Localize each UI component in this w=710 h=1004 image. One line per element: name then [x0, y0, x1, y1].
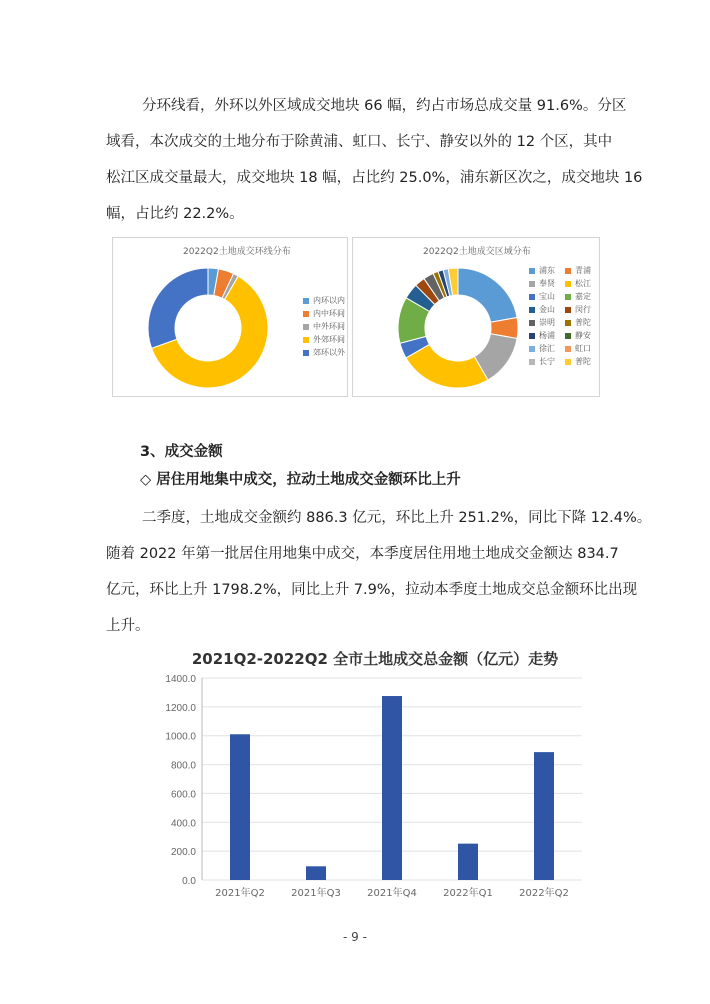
paragraph-line: 分环线看，外环以外区域成交地块 66 幅，约占市场总成交量 91.6%。分区	[142, 98, 627, 114]
legend-item	[565, 277, 599, 290]
bar-2022年Q1	[458, 844, 478, 880]
paragraph-line: 域看，本次成交的土地分布于除黄浦、虹口、长宁、静安以外的 12 个区，其中	[106, 134, 613, 150]
legend-swatch	[303, 311, 309, 317]
legend-label: 普陀	[575, 357, 591, 366]
legend-item	[529, 303, 563, 316]
legend-label: 松江	[575, 279, 591, 288]
legend-item	[529, 316, 563, 329]
legend-swatch	[303, 337, 309, 343]
legend-item	[565, 303, 599, 316]
legend-label: 闵行	[575, 305, 591, 314]
y-tick-label: 1400.0	[165, 674, 196, 685]
legend-swatch	[529, 346, 535, 352]
bar-2022年Q2	[534, 752, 554, 880]
section-subheading: ◇ 居住用地集中成交，拉动土地成交金额环比上升	[140, 472, 461, 488]
legend-label: 长宁	[539, 357, 555, 366]
legend-label: 崇明	[539, 318, 555, 327]
legend-item	[303, 320, 345, 333]
paragraph-line: 二季度，土地成交金额约 886.3 亿元，环比上升 251.2%，同比下降 12.4%。	[142, 510, 652, 526]
legend-item	[529, 355, 563, 368]
legend-item	[529, 329, 563, 342]
paragraph-line: 幅，占比约 22.2%。	[106, 206, 244, 222]
bar-2021年Q4	[382, 696, 402, 880]
paragraph-ring-district	[106, 88, 643, 232]
legend-swatch	[303, 298, 309, 304]
x-tick-label: 2022年Q1	[443, 888, 493, 899]
x-tick-label: 2022年Q2	[519, 888, 569, 899]
legend-item	[529, 264, 563, 277]
legend-label: 内环以内	[313, 296, 345, 305]
x-tick-label: 2021年Q4	[367, 888, 417, 899]
legend-item	[303, 294, 345, 307]
legend-label: 浦东	[539, 266, 555, 275]
bar-2021年Q2	[230, 734, 250, 880]
legend-item	[565, 264, 599, 277]
amount-bar-chart	[150, 670, 590, 910]
paragraph-amount	[106, 500, 652, 644]
legend-swatch	[565, 307, 571, 313]
chart-title: 2022Q2土地成交区域分布	[423, 247, 531, 257]
legend-label: 虹口	[575, 344, 591, 353]
legend-item	[529, 290, 563, 303]
legend-swatch	[565, 281, 571, 287]
legend-swatch	[565, 346, 571, 352]
legend-label: 内中环间	[313, 309, 345, 318]
legend-item	[565, 342, 599, 355]
x-tick-label: 2021年Q3	[291, 888, 341, 899]
legend-label: 郊环以外	[313, 348, 345, 357]
legend-label: 青浦	[575, 266, 591, 275]
legend-item	[303, 346, 345, 359]
legend-label: 外郊环间	[313, 335, 345, 344]
legend-swatch	[303, 324, 309, 330]
bar-2021年Q3	[306, 866, 326, 880]
paragraph-line: 随着 2022 年第一批居住用地集中成交，本季度居住用地土地成交金额达 834.7	[106, 546, 619, 562]
legend-item	[565, 355, 599, 368]
legend-swatch	[529, 268, 535, 274]
legend-swatch	[565, 359, 571, 365]
legend-swatch	[303, 350, 309, 356]
legend-item	[303, 307, 345, 320]
ring-legend	[303, 294, 345, 359]
pie-slice-郊环以外	[148, 268, 208, 348]
y-tick-label: 600.0	[170, 789, 196, 801]
legend-item	[529, 277, 563, 290]
legend-label: 杨浦	[539, 331, 555, 340]
legend-label: 宝山	[539, 292, 555, 301]
legend-swatch	[565, 268, 571, 274]
legend-item	[303, 333, 345, 346]
pie-slice-浦东	[458, 268, 517, 322]
y-tick-label: 200.0	[170, 847, 196, 859]
section-heading: 3、成交金额	[140, 444, 223, 460]
chart-title: 2022Q2土地成交环线分布	[183, 247, 291, 257]
legend-label: 中外环间	[313, 322, 345, 331]
district-distribution-chart	[352, 237, 600, 397]
x-tick-label: 2021年Q2	[215, 888, 265, 899]
bar-chart-title: 2021Q2-2022Q2 全市土地成交总金额（亿元）走势	[191, 650, 559, 668]
legend-swatch	[529, 294, 535, 300]
legend-label: 嘉定	[575, 292, 591, 301]
y-tick-label: 1000.0	[165, 731, 196, 743]
ring-distribution-chart	[112, 237, 348, 397]
district-legend	[529, 264, 599, 368]
page-number: - 9 -	[343, 930, 367, 944]
legend-swatch	[565, 320, 571, 326]
legend-label: 金山	[539, 305, 555, 314]
paragraph-line: 松江区成交量最大，成交地块 18 幅，占比约 25.0%，浦东新区次之，成交地块 16	[106, 170, 643, 186]
legend-item	[529, 342, 563, 355]
legend-swatch	[565, 333, 571, 339]
y-tick-label: 0.0	[182, 876, 196, 887]
y-tick-label: 800.0	[170, 760, 196, 772]
legend-label: 普陀	[575, 318, 591, 327]
legend-swatch	[529, 281, 535, 287]
legend-swatch	[529, 320, 535, 326]
y-tick-label: 400.0	[170, 818, 196, 830]
legend-swatch	[529, 359, 535, 365]
legend-label: 徐汇	[539, 344, 555, 353]
legend-item	[565, 290, 599, 303]
legend-item	[565, 329, 599, 342]
legend-swatch	[529, 307, 535, 313]
paragraph-line: 亿元，环比上升 1798.2%，同比上升 7.9%，拉动本季度土地成交总金额环比出现	[106, 582, 638, 598]
legend-label: 静安	[575, 331, 591, 340]
paragraph-line: 上升。	[106, 618, 150, 634]
legend-item	[565, 316, 599, 329]
y-tick-label: 1200.0	[165, 702, 196, 714]
legend-swatch	[565, 294, 571, 300]
legend-label: 奉贤	[539, 279, 555, 288]
legend-swatch	[529, 333, 535, 339]
